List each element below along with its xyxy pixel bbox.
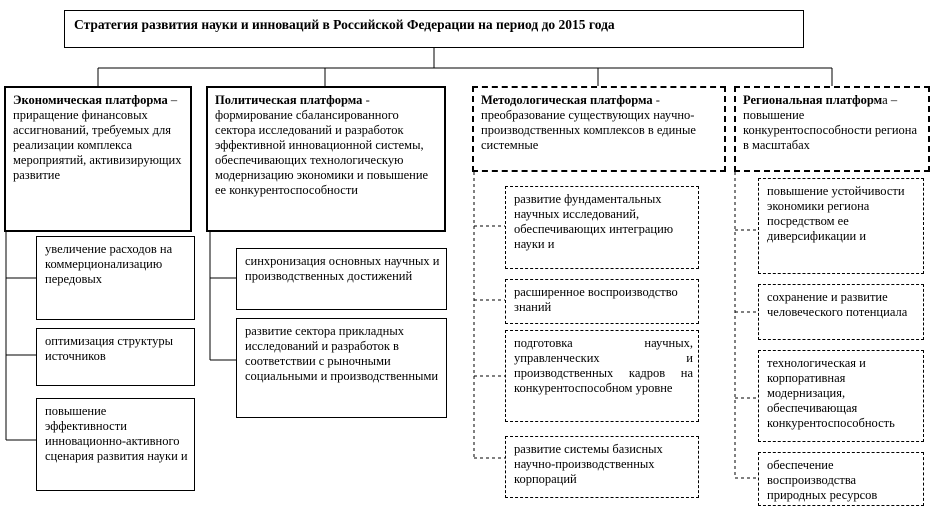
list-item: повышение эффективности инновационно-активного сценария развития науки и xyxy=(45,404,188,463)
economic-item-3 xyxy=(36,398,195,491)
list-item: технологическая и корпоративная модернизация, обеспечивающая конкурентоспособность xyxy=(767,356,895,430)
list-item: развитие системы базисных научно-производственных корпораций xyxy=(514,442,663,486)
list-item: расширенное воспроизводство знаний xyxy=(514,285,678,314)
list-item: синхронизация основных научных и производственных достижений xyxy=(245,254,440,283)
list-item: подготовка научных, управленческих и производственных кадров на конкурентоспособном уровне xyxy=(514,336,693,395)
list-item: развитие сектора прикладных исследований и разработок в соответствии с рыночными социальными и производственными xyxy=(245,324,439,383)
methodological-platform-description: - преобразование существующих научно-производственных комплексов в единые системные xyxy=(481,93,696,152)
methodological-item-3 xyxy=(505,330,699,422)
list-item: развитие фундаментальных научных исследований, обеспечивающих интеграцию науки и xyxy=(514,192,674,251)
methodological-item-1 xyxy=(505,186,699,269)
list-item: оптимизация структуры источников xyxy=(45,334,174,363)
diagram-title: Стратегия развития науки и инноваций в Российской Федерации на период до 2015 года xyxy=(64,10,804,48)
regional-platform-description: а – повышение конкурентоспособности региона в масштабах xyxy=(743,93,918,152)
economic-platform-description: – приращение финансовых ассигнований, требуемых для реализации комплекса мероприятий, активизирующих развитие xyxy=(13,93,182,182)
economic-platform-heading: Экономическая платформа xyxy=(13,93,168,107)
methodological-platform-heading: Методологическая платформа xyxy=(481,93,653,107)
list-item: обеспечение воспроизводства природных ресурсов xyxy=(767,458,878,502)
list-item: увеличение расходов на коммерционализацию передовых xyxy=(45,242,173,286)
regional-item-1 xyxy=(758,178,924,274)
regional-item-2 xyxy=(758,284,924,340)
methodological-platform-box xyxy=(472,86,726,172)
list-item: повышение устойчивости экономики региона посредством ее диверсификации и xyxy=(767,184,905,243)
political-platform-box xyxy=(206,86,446,232)
political-platform-heading: Политическая платформа xyxy=(215,93,363,107)
list-item: сохранение и развитие человеческого потенциала xyxy=(767,290,908,319)
political-platform-description: - формирование сбалансированного сектора исследований и разработок эффективной инновационной системы, обеспечивающих технологическую модернизацию экономики и повышение ее конкурентоспособности xyxy=(215,93,429,197)
political-item-2 xyxy=(236,318,447,418)
political-item-1 xyxy=(236,248,447,310)
economic-item-1 xyxy=(36,236,195,320)
methodological-item-2 xyxy=(505,279,699,324)
regional-platform-heading: Региональная платформ xyxy=(743,93,883,107)
regional-item-4 xyxy=(758,452,924,506)
regional-platform-box xyxy=(734,86,930,172)
economic-item-2 xyxy=(36,328,195,386)
regional-item-3 xyxy=(758,350,924,442)
methodological-item-4 xyxy=(505,436,699,498)
economic-platform-box xyxy=(4,86,192,232)
